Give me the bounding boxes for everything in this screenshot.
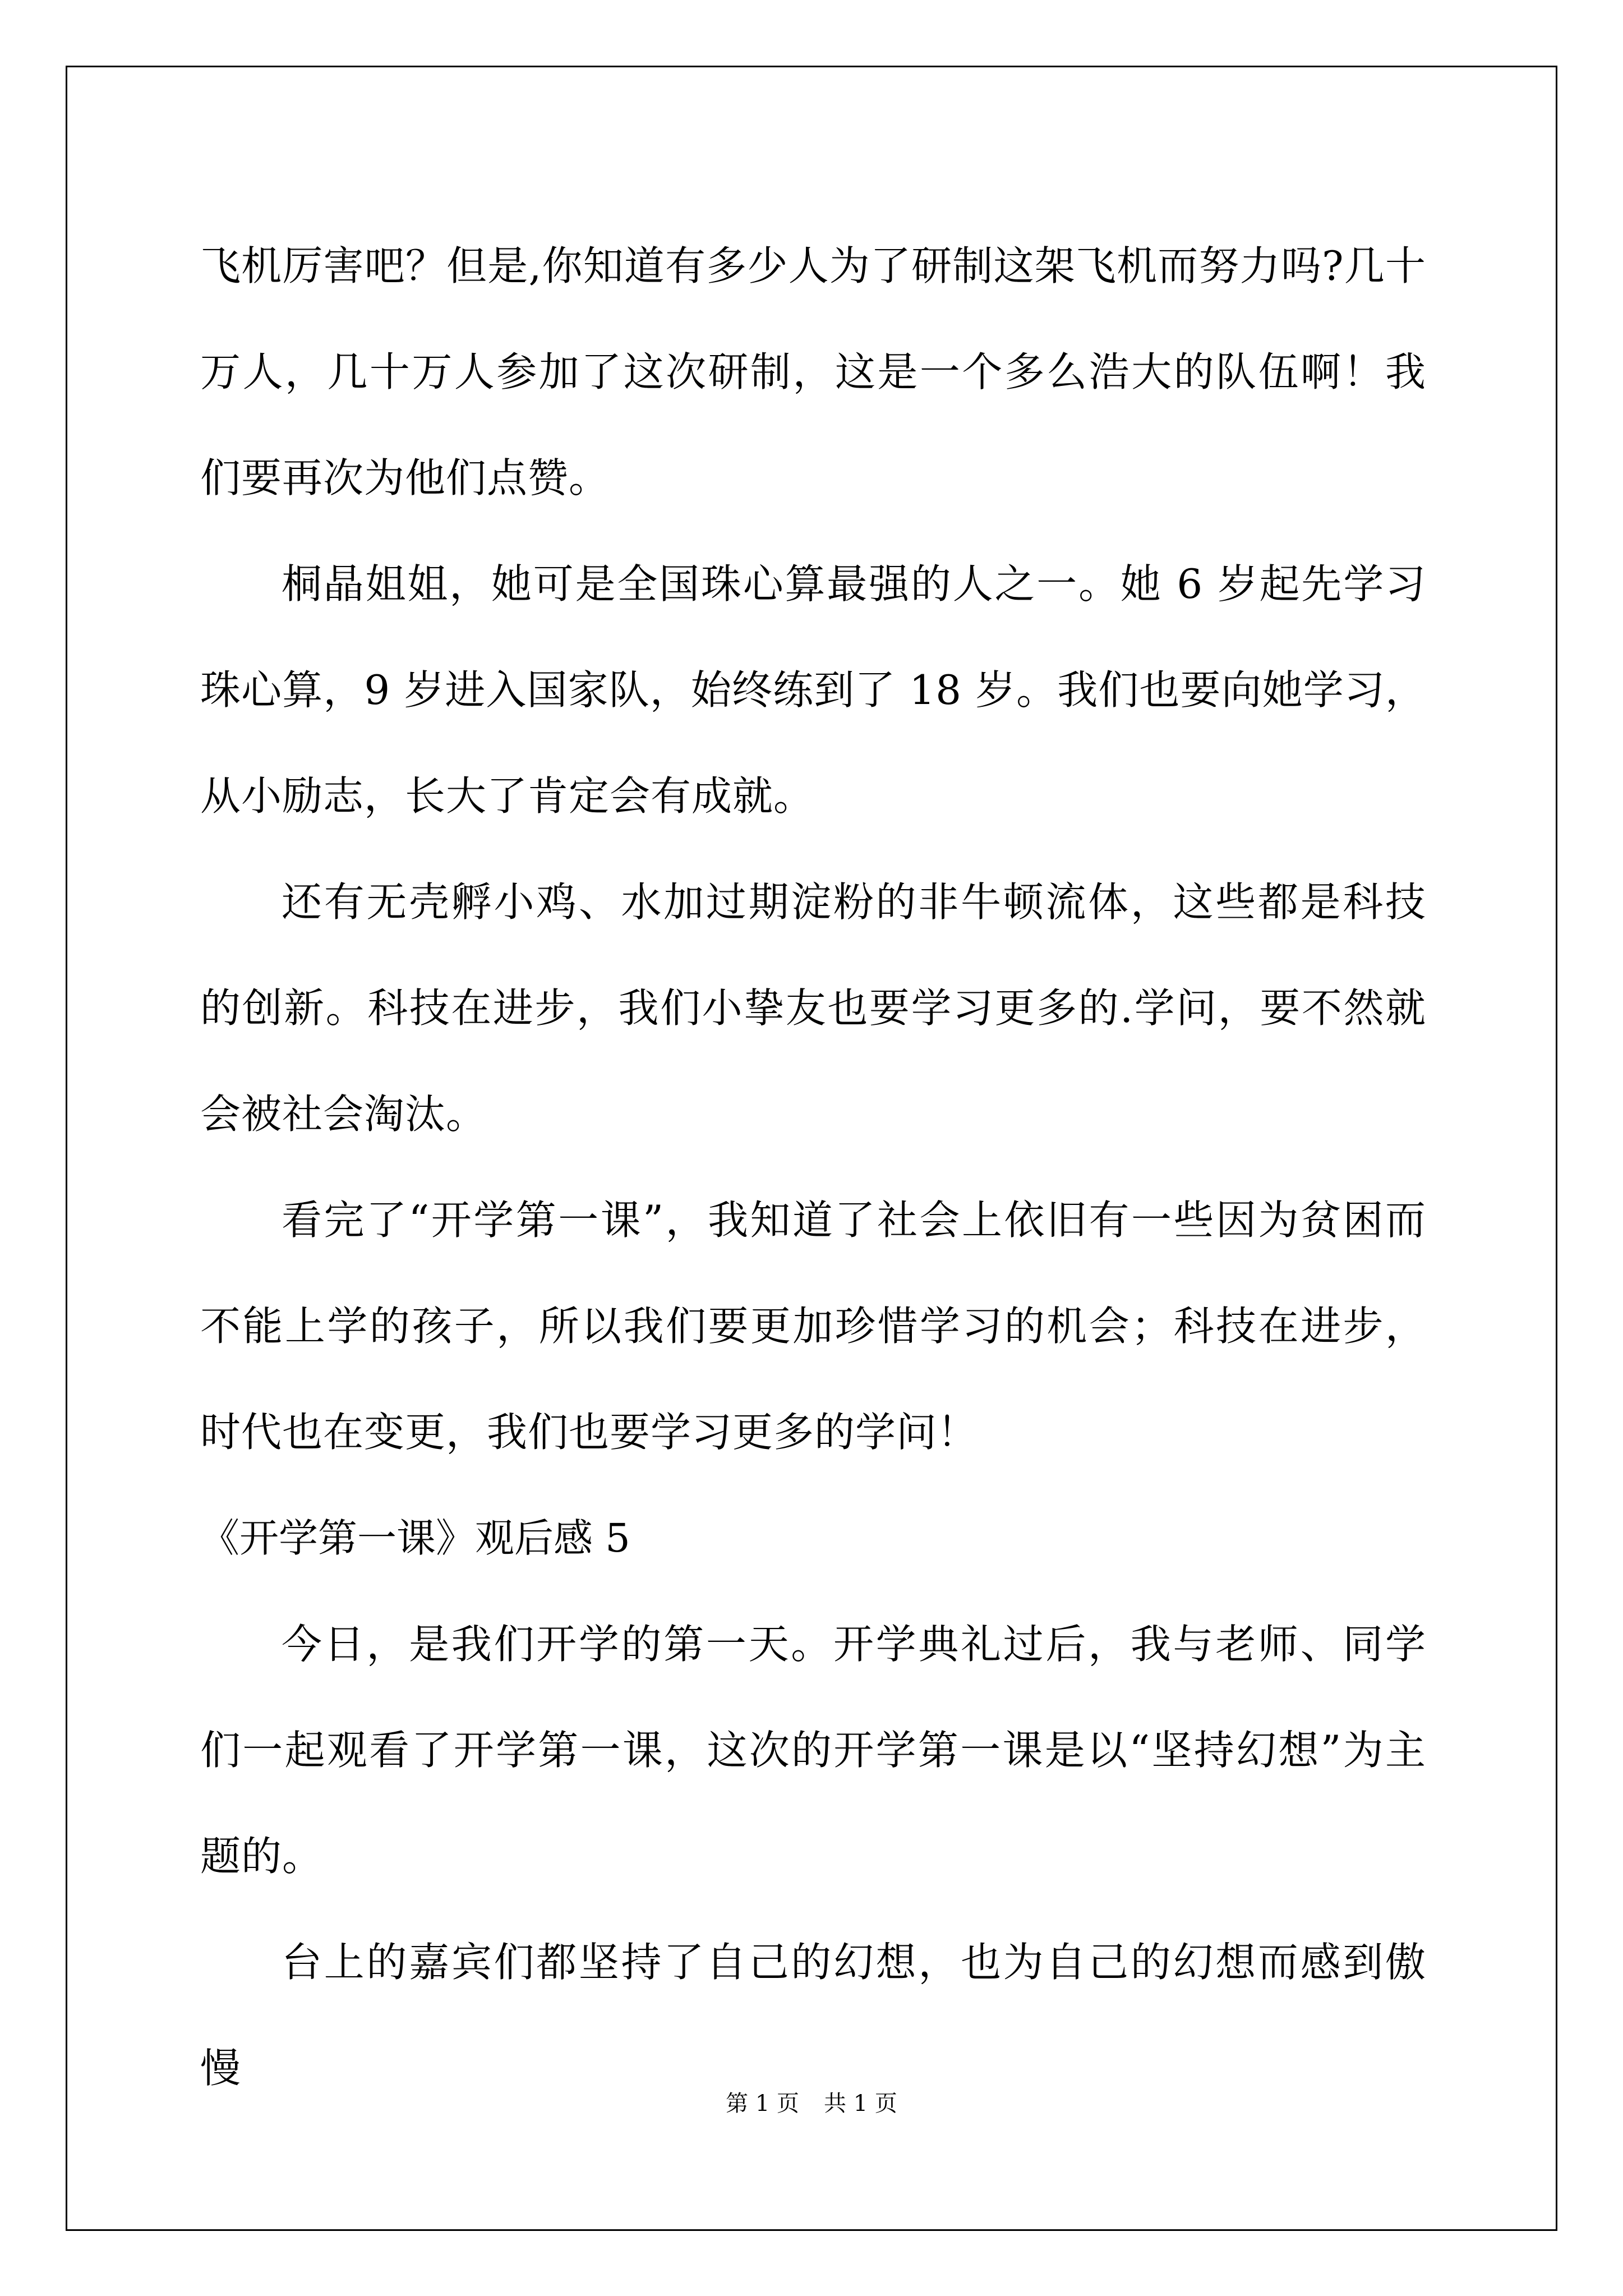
paragraph-1: 飞机厉害吧？但是,你知道有多少人为了研制这架飞机而努力吗?几十万人，几十万人参加了这次研制，这是一个多么浩大的队伍啊！我们要再次为他们点赞。 <box>200 242 1426 501</box>
paragraph-5: 今日，是我们开学的第一天。开学典礼过后，我与老师、同学们一起观看了开学第一课，这次的开学第一课是以“坚持幻想”为主题的。 <box>200 1621 1426 1880</box>
paragraph-6: 台上的嘉宾们都坚持了自己的幻想，也为自己的幻想而感到傲慢 <box>200 1939 1426 2092</box>
paragraph-3: 还有无壳孵小鸡、水加过期淀粉的非牛顿流体，这些都是科技的创新。科技在进步，我们小挚友也要学习更多的.学问，要不然就会被社会淘汰。 <box>200 878 1426 1138</box>
page-footer <box>0 2087 1623 2120</box>
paragraph-4: 看完了“开学第一课”，我知道了社会上依旧有一些因为贫困而不能上学的孩子，所以我们要更加珍惜学习的机会；科技在进步，时代也在变更，我们也要学习更多的学问！ <box>200 1197 1426 1456</box>
section-heading: 《开学第一课》观后感 5 <box>200 1515 630 1561</box>
page-number: 第 1 页 <box>726 2091 799 2116</box>
page-total: 共 1 页 <box>824 2091 897 2116</box>
document-body <box>200 213 1426 2122</box>
paragraph-2: 桐晶姐姐，她可是全国珠心算最强的人之一。她 6 岁起先学习珠心算，9 岁进入国家队，始终练到了 18 岁。我们也要向她学习，从小励志，长大了肯定会有成就。 <box>200 560 1426 820</box>
